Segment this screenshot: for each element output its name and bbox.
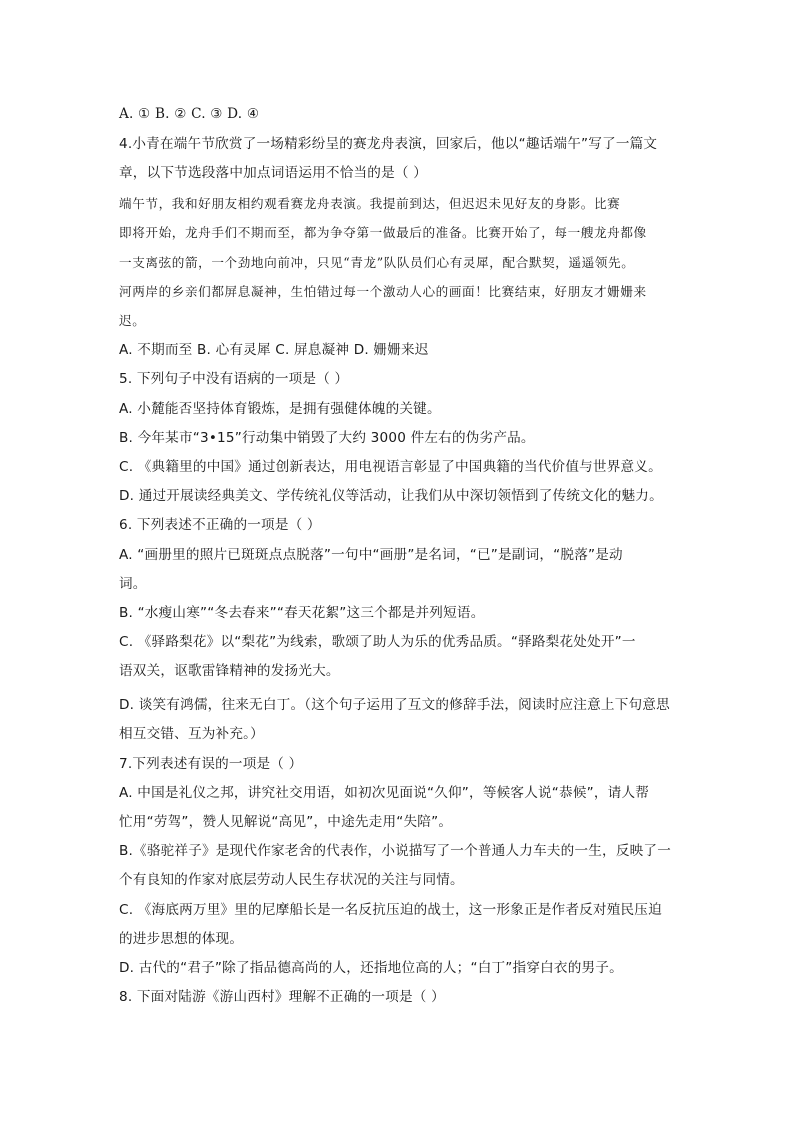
q5-option-b: B. 今年某市“3•15”行动集中销毁了大约 3000 件左右的伪劣产品。	[119, 430, 535, 446]
q6-option-c-line-2: 语双关，讴歌雷锋精神的发扬光大。	[119, 663, 340, 679]
q6-option-b: B. “水瘦山寒”“冬去春来”“春天花絮”这三个都是并列短语。	[119, 605, 485, 621]
q4-stem-line-1: 4.小青在端午节欣赏了一场精彩纷呈的赛龙舟表演，回家后，他以“趣话端午”写了一篇文	[119, 136, 658, 152]
q4-passage-line-3: 一支离弦的箭，一个劲地向前冲，只见“青龙”队队员们心有灵犀，配合默契，遥遥领先。	[119, 255, 635, 270]
q6-option-d-line-2: 相互交错、互为补充。）	[119, 726, 264, 742]
q5-option-c: C. 《典籍里的中国》通过创新表达，用电视语言彰显了中国典籍的当代价值与世界意义。	[119, 459, 662, 475]
q7-option-d: D. 古代的“君子”除了指品德高尚的人，还指地位高的人；“白丁”指穿白衣的男子。	[119, 960, 623, 976]
q4-passage-line-4: 河两岸的乡亲们都屏息凝神，生怕错过每一个激动人心的画面！比赛结束，好朋友才姗姗来	[119, 284, 647, 299]
q5-stem: 5. 下列句子中没有语病的一项是（ ）	[119, 371, 349, 387]
q7-option-c-line-2: 的进步思想的体现。	[119, 931, 244, 947]
q4-passage-line-2: 即将开始，龙舟手们不期而至，都为争夺第一做最后的准备。比赛开始了，每一艘龙舟都像	[119, 225, 647, 240]
q6-option-d-line-1: D. 谈笑有鸿儒，往来无白丁。（这个句子运用了互文的修辞手法，阅读时应注意上下句意思	[119, 697, 670, 713]
q4-stem-line-2: 章，以下节选段落中加点词语运用不恰当的是（ ）	[119, 165, 427, 181]
q4-options: A. 不期而至 B. 心有灵犀 C. 屏息凝神 D. 姗姗来迟	[119, 342, 429, 358]
q7-option-c-line-1: C. 《海底两万里》里的尼摩船长是一名反抗压迫的战士，这一形象正是作者反对殖民压迫	[119, 902, 662, 918]
q7-option-a-line-1: A. 中国是礼仪之邦，讲究社交用语，如初次见面说“久仰”，等候客人说“恭候”，请人帮	[119, 785, 650, 801]
q6-stem: 6. 下列表述不正确的一项是（ ）	[119, 517, 321, 533]
q6-option-c-line-1: C. 《驿路梨花》以“梨花”为线索，歌颂了助人为乐的优秀品质。“驿路梨花处处开”一	[119, 634, 636, 650]
q3-options: A. ① B. ② C. ③ D. ④	[119, 106, 260, 122]
q7-option-b-line-1: B.《骆驼祥子》是现代作家老舍的代表作，小说描写了一个普通人力车夫的一生，反映了一	[119, 843, 671, 859]
q7-option-a-line-2: 忙用“劳驾”，赞人见解说“高见”，中途先走用“失陪”。	[119, 814, 453, 830]
q6-option-a-line-2: 词。	[119, 576, 147, 592]
q5-option-a: A. 小麓能否坚持体育锻炼，是拥有强健体魄的关键。	[119, 401, 441, 417]
q4-passage-line-1: 端午节，我和好朋友相约观看赛龙舟表演。我提前到达，但迟迟未见好友的身影。比赛	[119, 196, 621, 211]
q4-passage-line-5: 迟。	[119, 313, 146, 328]
q7-stem: 7.下列表述有误的一项是（ ）	[119, 756, 303, 772]
q6-option-a-line-1: A. “画册里的照片已斑斑点点脱落”一句中“画册”是名词，“已”是副词，“脱落”是动	[119, 547, 623, 563]
q7-option-b-line-2: 个有良知的作家对底层劳动人民生存状况的关注与同情。	[119, 872, 464, 888]
q8-stem: 8. 下面对陆游《游山西村》理解不正确的一项是（ ）	[119, 989, 445, 1005]
q5-option-d: D. 通过开展读经典美文、学传统礼仪等活动，让我们从中深切领悟到了传统文化的魅力。	[119, 488, 663, 504]
